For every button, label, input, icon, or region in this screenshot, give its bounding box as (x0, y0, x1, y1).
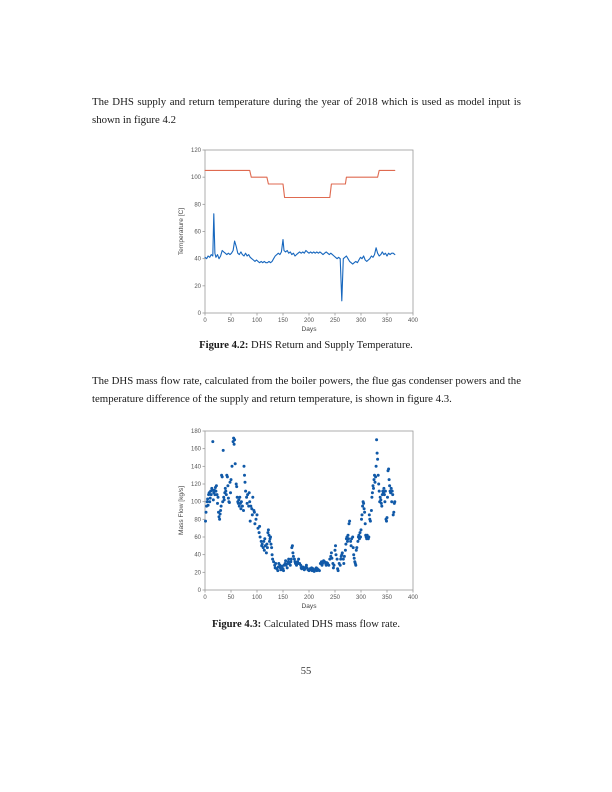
svg-text:100: 100 (190, 175, 201, 182)
svg-text:40: 40 (194, 552, 201, 559)
svg-text:300: 300 (355, 595, 367, 601)
svg-text:300: 300 (355, 318, 367, 324)
svg-text:60: 60 (194, 535, 201, 541)
figure-4-3-caption (0, 619, 612, 630)
svg-text:60: 60 (194, 229, 201, 236)
svg-text:150: 150 (277, 595, 289, 601)
svg-text:40: 40 (194, 256, 201, 263)
figure-4-3-chart (170, 411, 430, 616)
svg-text:100: 100 (251, 318, 263, 324)
svg-text:120: 120 (190, 148, 201, 154)
svg-text:400: 400 (407, 595, 419, 601)
svg-text:350: 350 (381, 318, 393, 324)
paragraph-intro-fig43: The DHS mass flow rate, calculated from the boiler powers, the flue gas condenser powers and the temperature difference of the supply and return temperature, is shown in figure 4.3. (92, 375, 521, 405)
svg-text:80: 80 (194, 202, 201, 209)
svg-text:400: 400 (407, 318, 419, 324)
page-number: 55 (300, 666, 312, 677)
svg-text:100: 100 (190, 499, 201, 506)
svg-text:0: 0 (197, 311, 201, 317)
svg-text:Mass Flow [kg/s]: Mass Flow [kg/s] (178, 485, 185, 536)
svg-text:20: 20 (194, 283, 201, 290)
figure-4-2-caption-label: Figure 4.2: (199, 340, 249, 351)
paragraph-intro-fig42: The DHS supply and return temperature during the year of 2018 which is used as model input is shown in figure 4.2 (92, 96, 521, 126)
svg-text:250: 250 (329, 595, 341, 601)
svg-text:20: 20 (194, 570, 201, 577)
svg-text:50: 50 (227, 595, 235, 601)
svg-text:350: 350 (381, 595, 393, 601)
svg-text:100: 100 (251, 595, 263, 601)
svg-text:150: 150 (277, 318, 289, 324)
svg-text:Days: Days (301, 603, 317, 610)
figure-4-3-caption-text: Calculated DHS mass flow rate. (261, 619, 401, 630)
figure-4-3-caption-label: Figure 4.3: (211, 619, 262, 630)
figure-4-2-caption (0, 340, 612, 351)
svg-text:180: 180 (190, 429, 201, 435)
figure-4-2-chart (170, 138, 430, 334)
svg-text:0: 0 (203, 318, 207, 324)
svg-text:80: 80 (194, 517, 201, 524)
svg-text:140: 140 (190, 464, 201, 471)
figure-4-2-caption-text: DHS Return and Supply Temperature. (248, 340, 413, 351)
svg-text:250: 250 (329, 318, 341, 324)
svg-text:160: 160 (190, 446, 201, 453)
svg-text:0: 0 (203, 595, 207, 601)
svg-text:200: 200 (303, 318, 315, 324)
svg-text:Temperature [C]: Temperature [C] (178, 207, 185, 256)
svg-text:Days: Days (301, 326, 317, 333)
svg-text:0: 0 (197, 588, 201, 594)
svg-text:50: 50 (227, 318, 235, 324)
svg-text:200: 200 (303, 595, 315, 601)
svg-text:120: 120 (190, 482, 201, 488)
